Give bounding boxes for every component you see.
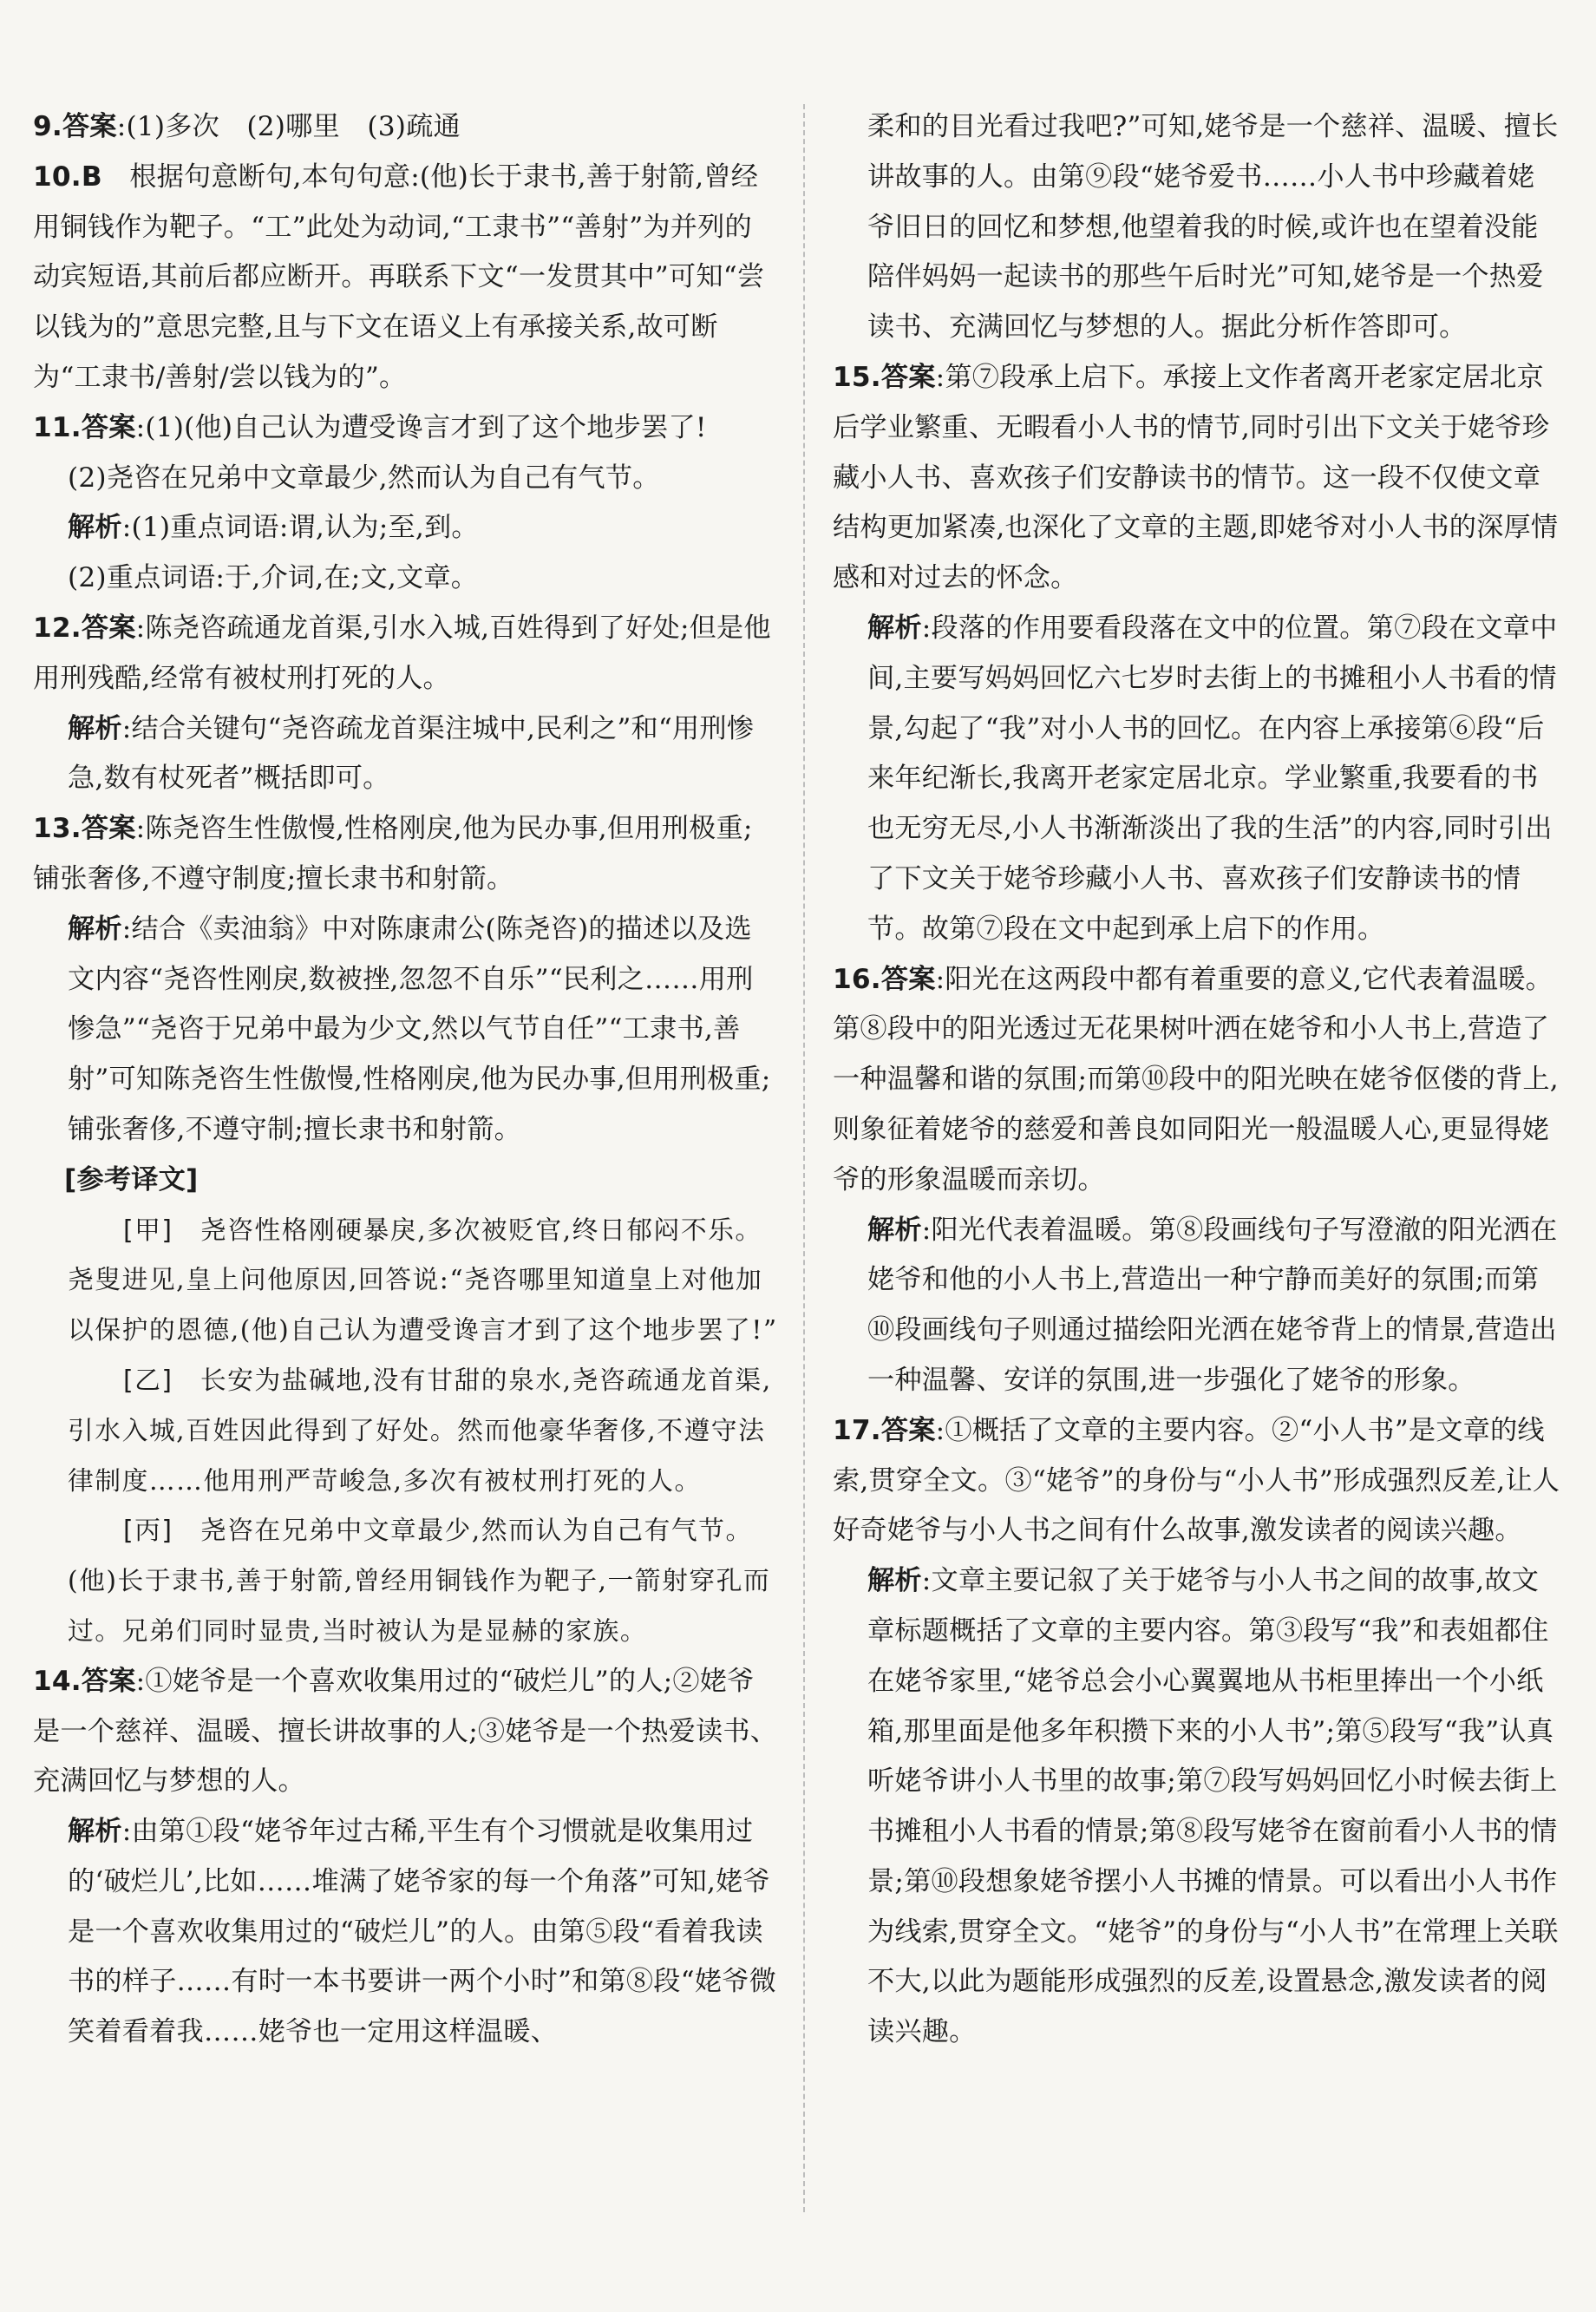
analysis-text: :结合《卖油翁》中对陈康肃公(陈尧咨)的描述以及选文内容“尧咨性刚戾,数被挫,忽忽不自乐”“民利之……用刑惨急”“尧咨于兄弟中最为少文,然以气节自任”“工隶书,善射”可知陈尧咨生性傲慢,性格刚戾,他为民办事,但用刑极重;铺张奢侈,不遵守制;擅长隶书和射箭。 [68, 913, 771, 1145]
analysis-label: 解析 [867, 1214, 922, 1246]
column-divider [803, 104, 805, 2212]
analysis-12 [33, 704, 779, 805]
analysis-15 [833, 604, 1561, 955]
answer-13 [33, 804, 779, 905]
question-number: 9. [33, 111, 62, 142]
translation-text: 尧咨性格刚硬暴戾,多次被贬官,终日郁闷不乐。尧叟进见,皇上问他原因,回答说:“尧咨哪里知道皇上对他加以保护的恩德,(他)自己认为遭受谗言才到了这个地步罢了!” [68, 1215, 778, 1346]
analysis-16 [833, 1206, 1561, 1406]
answer-text: :陈尧咨疏通龙首渠,引水入城,百姓得到了好处;但是他用刑残酷,经常有被杖刑打死的人。 [33, 612, 771, 694]
answer-14 [33, 1657, 779, 1807]
translation-heading: [参考译文] [64, 1163, 199, 1195]
analysis-13 [33, 905, 779, 1156]
answer-10 [33, 153, 779, 403]
analysis-text: :阳光代表着温暖。第⑧段画线句子写澄澈的阳光洒在姥爷和他的小人书上,营造出一种宁静而美好的氛围;而第⑩段画线句子则通过描绘阳光洒在姥爷背上的情景,营造出一种温馨、安详的氛围,进一步强化了姥爷的形象。 [867, 1214, 1558, 1396]
answer-11 [33, 403, 779, 454]
question-number: 11. [33, 411, 82, 443]
answer-label: 答案 [81, 411, 136, 443]
translation-yi [33, 1356, 779, 1506]
right-column [833, 102, 1561, 2058]
answer-15 [833, 353, 1561, 604]
analysis-text: :文章主要记叙了关于姥爷与小人书之间的故事,故文章标题概括了文章的主要内容。第③段写“我”和表姐都住在姥爷家里,“姥爷总会小心翼翼地从书柜里捧出一个小纸箱,那里面是他多年积攒下来的小人书”;第⑤段写“我”认真听姥爷讲小人书里的故事;第⑦段写妈妈回忆小时候去街上书摊租小人书看的情景;第⑧段写姥爷在窗前看小人书的情景;第⑩段想象姥爷摆小人书摊的情景。可以看出小人书作为线索,贯穿全文。“姥爷”的身份与“小人书”在常理上关联不大,以此为题能形成强烈的反差,设置悬念,激发读者的阅读兴趣。 [867, 1565, 1559, 2048]
answer-text: (2)尧咨在兄弟中文章最少,然而认为自己有气节。 [68, 462, 660, 494]
translation-tag: [丙] [123, 1516, 173, 1547]
answer-text: :①概括了文章的主要内容。②“小人书”是文章的线索,贯穿全文。③“姥爷”的身份与“小人书”形成强烈反差,让人好奇姥爷与小人书之间有什么故事,激发读者的阅读兴趣。 [833, 1414, 1560, 1547]
answer-label: 答案 [880, 1414, 936, 1446]
analysis-text: :由第①段“姥爷年过古稀,平生有个习惯就是收集用过的‘破烂儿’,比如……堆满了姥爷家的每一个角落”可知,姥爷是一个喜欢收集用过的“破烂儿”的人。由第⑤段“看着我读书的样子……有时一本书要讲一两个小时”和第⑧段“姥爷微笑着看着我……姥爷也一定用这样温暖、 [68, 1816, 776, 2048]
analysis-label: 解析 [867, 1565, 922, 1597]
answer-16 [833, 955, 1561, 1206]
analysis-label: 解析 [867, 612, 922, 644]
answer-choice: B [81, 160, 102, 193]
answer-text: 根据句意断句,本句句意:(他)长于隶书,善于射箭,曾经用铜钱作为靶子。“工”此处为动词,“工隶书”“善射”为并列的动宾短语,其前后都应断开。再联系下文“一发贯其中”可知“尝以钱为的”意思完整,且与下文在语义上有承接关系,故可断为“工隶书/善射/尝以钱为的”。 [33, 160, 765, 393]
analysis-text: (2)重点词语:于,介词,在;文,文章。 [68, 562, 479, 594]
analysis-11 [33, 503, 779, 553]
translation-tag: [甲] [123, 1215, 173, 1246]
answer-17 [833, 1406, 1561, 1556]
translation-tag: [乙] [123, 1365, 173, 1396]
answer-label: 答案 [81, 612, 136, 644]
answer-label: 答案 [62, 111, 117, 142]
answer-label: 答案 [81, 1665, 136, 1697]
analysis-17 [833, 1556, 1561, 2058]
question-number: 15. [833, 361, 881, 393]
analysis-label: 解析 [68, 712, 122, 744]
question-number: 13. [33, 813, 82, 845]
question-number: 14. [33, 1665, 82, 1697]
answer-label: 答案 [81, 813, 136, 845]
analysis-text: :段落的作用要看段落在文中的位置。第⑦段在文章中间,主要写妈妈回忆六七岁时去街上的书摊租小人书看的情景,勾起了“我”对小人书的回忆。在内容上承接第⑥段“后来年纪渐长,我离开老家定居北京。学业繁重,我要看的书也无穷无尽,小人书渐渐淡出了我的生活”的内容,同时引出了下文关于姥爷珍藏小人书、喜欢孩子们安静读书的情节。故第⑦段在文中起到承上启下的作用。 [867, 612, 1558, 945]
answer-text: :第⑦段承上启下。承接上文作者离开老家定居北京后学业繁重、无暇看小人书的情节,同时引出下文关于姥爷珍藏小人书、喜欢孩子们安静读书的情节。这一段不仅使文章结构更加紧凑,也深化了文章的主题,即姥爷对小人书的深厚情感和对过去的怀念。 [833, 361, 1559, 594]
translation-text: 长安为盐碱地,没有甘甜的泉水,尧咨疏通龙首渠,引水入城,百姓因此得到了好处。然而他豪华奢侈,不遵守法律制度……他用刑严苛峻急,多次有被杖刑打死的人。 [68, 1365, 772, 1497]
question-number: 10. [33, 160, 82, 193]
answer-label: 答案 [880, 963, 936, 995]
answer-12 [33, 604, 779, 704]
translation-jia [33, 1206, 779, 1356]
answer-label: 答案 [880, 361, 936, 393]
analysis-label: 解析 [68, 512, 122, 544]
question-number: 16. [833, 963, 881, 995]
answer-9 [33, 102, 779, 153]
answer-text: :(1)(他)自己认为遭受谗言才到了这个地步罢了! [135, 411, 707, 443]
answer-text: :陈尧咨生性傲慢,性格刚戾,他为民办事,但用刑极重;铺张奢侈,不遵守制度;擅长隶书和射箭。 [33, 813, 753, 894]
translation-bing [33, 1506, 779, 1656]
question-number: 17. [833, 1414, 881, 1446]
answer-text: :(1)多次 (2)哪里 (3)疏通 [116, 111, 461, 142]
answer-text: :阳光在这两段中都有着重要的意义,它代表着温暖。第⑧段中的阳光透过无花果树叶洒在姥爷和小人书上,营造了一种温馨和谐的氛围;而第⑩段中的阳光映在姥爷伛偻的背上,则象征着姥爷的慈爱和善良如同阳光一般温暖人心,更显得姥爷的形象温暖而亲切。 [833, 963, 1559, 1195]
question-number: 12. [33, 612, 82, 644]
analysis-text: :(1)重点词语:谓,认为;至,到。 [121, 512, 479, 544]
analysis-label: 解析 [68, 913, 122, 945]
left-column [33, 102, 779, 2058]
translation-text: 尧咨在兄弟中文章最少,然而认为自己有气节。(他)长于隶书,善于射箭,曾经用铜钱作为靶子,一箭射穿孔而过。兄弟们同时显贵,当时被认为是显赫的家族。 [68, 1516, 771, 1647]
analysis-14 [33, 1807, 779, 2058]
analysis-text: :结合关键句“尧咨疏龙首渠注城中,民利之”和“用刑惨急,数有杖死者”概括即可。 [68, 712, 755, 795]
analysis-14-continued: 柔和的目光看过我吧?”可知,姥爷是一个慈祥、温暖、擅长讲故事的人。由第⑨段“姥爷爱书……小人书中珍藏着姥爷旧日的回忆和梦想,他望着我的时候,或许也在望着没能陪伴妈妈一起读书的那些午后时光”可知,姥爷是一个热爱读书、充满回忆与梦想的人。据此分析作答即可。 [867, 111, 1559, 344]
answer-text: :①姥爷是一个喜欢收集用过的“破烂儿”的人;②姥爷是一个慈祥、温暖、擅长讲故事的人;③姥爷是一个热爱读书、充满回忆与梦想的人。 [33, 1665, 778, 1798]
analysis-label: 解析 [68, 1816, 122, 1848]
